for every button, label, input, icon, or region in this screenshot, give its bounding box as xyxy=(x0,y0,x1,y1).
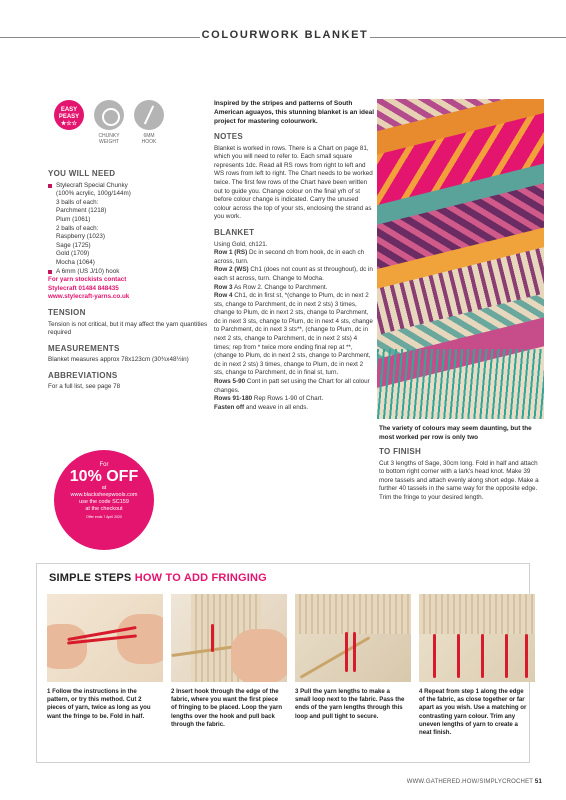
promo-offer: 10% OFF xyxy=(69,468,139,485)
step-3-text: 3 Pull the yarn lengths to make a small loop next to the fabric. Pass the ends of the yarn lengths through this loop and pull tight to secure. xyxy=(295,688,405,720)
list-item: 3 balls of each: xyxy=(56,198,99,206)
notes-text: Blanket is worked in rows. There is a Chart on page 81, which you will need to refer to. Each small square represents 1dc. Read all RS rows from right to left and WS rows from left to right. The Chart needs to be worked twice. The first few rows of the Chart have been written out to guide you. Change colour on the final yrh of st before colour change is indicated. Carry the unused colour across the top of your sts, enclosing the strand as you work. xyxy=(214,144,373,221)
row-1: Row 1 (RS) Dc in second ch from hook, dc in each ch across, turn. xyxy=(214,249,365,265)
skill-level-icon xyxy=(54,100,84,130)
step-3-photo xyxy=(295,594,411,682)
promo-code: use the code SC159 xyxy=(79,499,129,505)
measurements-text: Blanket measures approx 78x123cm (30¾x48½in) xyxy=(48,356,189,364)
header-rule-right xyxy=(370,37,566,38)
stockists-link[interactable]: www.stylecraft-yarns.co.uk xyxy=(48,293,130,301)
to-finish-text: Cut 3 lengths of Sage, 30cm long. Fold in half and attach to bottom right corner with a lark's head knot. Make 39 more tassels and attach evenly along short edge. Make a further 40 tassels in the same way for the opposite edge. Trim the fringe to your desired length. xyxy=(379,459,539,501)
list-item: 2 balls of each: xyxy=(56,224,99,232)
row-2: Row 2 (WS) Ch1 (does not count as st throughout), dc in each st across, turn. Change to Mocha. xyxy=(214,266,373,282)
hook-caption: 6MM HOOK xyxy=(141,133,157,145)
notes-heading: NOTES xyxy=(214,132,244,141)
to-finish-heading: TO FINISH xyxy=(379,447,422,456)
list-item: Raspberry (1023) xyxy=(56,233,105,241)
abbreviations-text: For a full list, see page 78 xyxy=(48,383,121,391)
promo-at: at xyxy=(101,485,107,491)
stockists-line: For yarn stockists contact xyxy=(48,276,127,284)
step-1-text: 1 Follow the instructions in the pattern, or try this method. Cut 2 pieces of yarn, twice as long as you want the fringe to be. Fold in half. xyxy=(47,688,151,720)
finish-column xyxy=(379,448,544,503)
blanket-heading: BLANKET xyxy=(214,227,255,237)
skill-badges xyxy=(48,100,170,158)
simple-steps-box xyxy=(36,563,530,763)
list-item: Gold (1709) xyxy=(56,250,90,258)
promo-for: For xyxy=(99,462,109,468)
skill-line2: PEASY xyxy=(58,114,80,120)
intro-text: Inspired by the stripes and patterns of South American aguayos, this stunning blanket is an ideal project for mastering colourwork. xyxy=(214,100,375,125)
left-column xyxy=(48,170,208,392)
stockists-phone: Stylecraft 01484 848435 xyxy=(48,284,119,292)
crochet-hook-icon xyxy=(134,100,164,130)
you-will-need-heading: YOU WILL NEED xyxy=(48,169,116,178)
materials-list xyxy=(48,182,208,277)
row-4: Row 4 Ch1, dc in first st, *(change to Plum, dc in next 2 sts, change to Parchment, dc in next 2 sts) 3 times, change to Plum, dc in next 2 sts, change to Parchment, dc in next 3 sts, change to Plum, dc in next 4 sts, change to Parchment, dc in next 3 sts**, (change to Plum, dc in next 2 sts, change to Parchment, dc in next 2 sts) 4 times; rep from * twice more ending final rep at **, (change to Plum, dc in next 2 sts, change to Parchment, dc in next 2 sts) 3 times, change to Plum, dc in next 2 sts, change to Parchment, dc in final st, turn. xyxy=(214,292,373,377)
tension-heading: TENSION xyxy=(48,307,86,317)
promo-terms: Offer ends 7 April 2020 xyxy=(86,515,122,519)
promo-site: www.blacksheepwools.com xyxy=(70,492,138,498)
list-item: (100% acrylic, 100g/144m) xyxy=(56,190,131,198)
list-item: Stylecraft Special Chunky xyxy=(48,182,208,191)
weight-caption: CHUNKY WEIGHT xyxy=(98,133,120,145)
yarn-ball-icon xyxy=(94,100,124,130)
rows-91-180: Rows 91-180 Rep Rows 1-90 of Chart. xyxy=(214,395,324,403)
tension-text: Tension is not critical, but it may affect the yarn quantities required xyxy=(48,320,208,337)
footer-url[interactable]: WWW.GATHERED.HOW/SIMPLYCROCHET xyxy=(406,779,534,785)
abbreviations-heading: ABBREVIATIONS xyxy=(48,370,118,380)
rows-5-90: Rows 5-90 Cont in patt set using the Chart for all colour changes. xyxy=(214,378,370,394)
blanket-photo xyxy=(377,99,544,419)
step-2-photo xyxy=(171,594,287,682)
discount-badge[interactable] xyxy=(54,450,154,550)
list-item: Plum (1061) xyxy=(56,215,91,223)
step-2-text: 2 Insert hook through the edge of the fabric, where you want the first piece of fringing to be placed. Loop the yarn lengths over the hook and pull back through the fabric. xyxy=(171,688,283,728)
page-number: 51 xyxy=(534,779,542,785)
row-3: Row 3 As Row 2. Change to Parchment. xyxy=(214,283,328,291)
step-1-photo xyxy=(47,594,163,682)
photo-caption: The variety of colours may seem daunting, but the most worked per row is only two xyxy=(379,425,532,441)
blanket-using: Using Gold, ch121. xyxy=(214,240,268,248)
promo-checkout: at the checkout xyxy=(85,506,123,512)
page-footer xyxy=(407,779,542,785)
fasten-off: Fasten off and weave in all ends. xyxy=(214,403,309,411)
section-title: COLOURWORK BLANKET xyxy=(201,29,369,41)
steps-title: SIMPLE STEPS HOW TO ADD FRINGING xyxy=(49,572,267,584)
measurements-heading: MEASUREMENTS xyxy=(48,343,120,353)
pattern-column xyxy=(214,99,374,412)
step-4-text: 4 Repeat from step 1 along the edge of the fabric, as close together or far apart as you wish. Use a matching or contrasting yarn colour. Trim any uneven lengths of yarn to create a neat finish. xyxy=(419,688,527,737)
header-rule-left xyxy=(0,37,200,38)
skill-stars: ★☆☆ xyxy=(60,121,78,127)
list-item: Mocha (1064) xyxy=(56,258,95,266)
list-item: Sage (1725) xyxy=(56,241,91,249)
list-item: Parchment (1218) xyxy=(56,207,107,215)
skill-line1: EASY xyxy=(60,107,78,113)
list-item: A 6mm (US J/10) hook xyxy=(48,268,208,277)
step-4-photo xyxy=(419,594,535,682)
